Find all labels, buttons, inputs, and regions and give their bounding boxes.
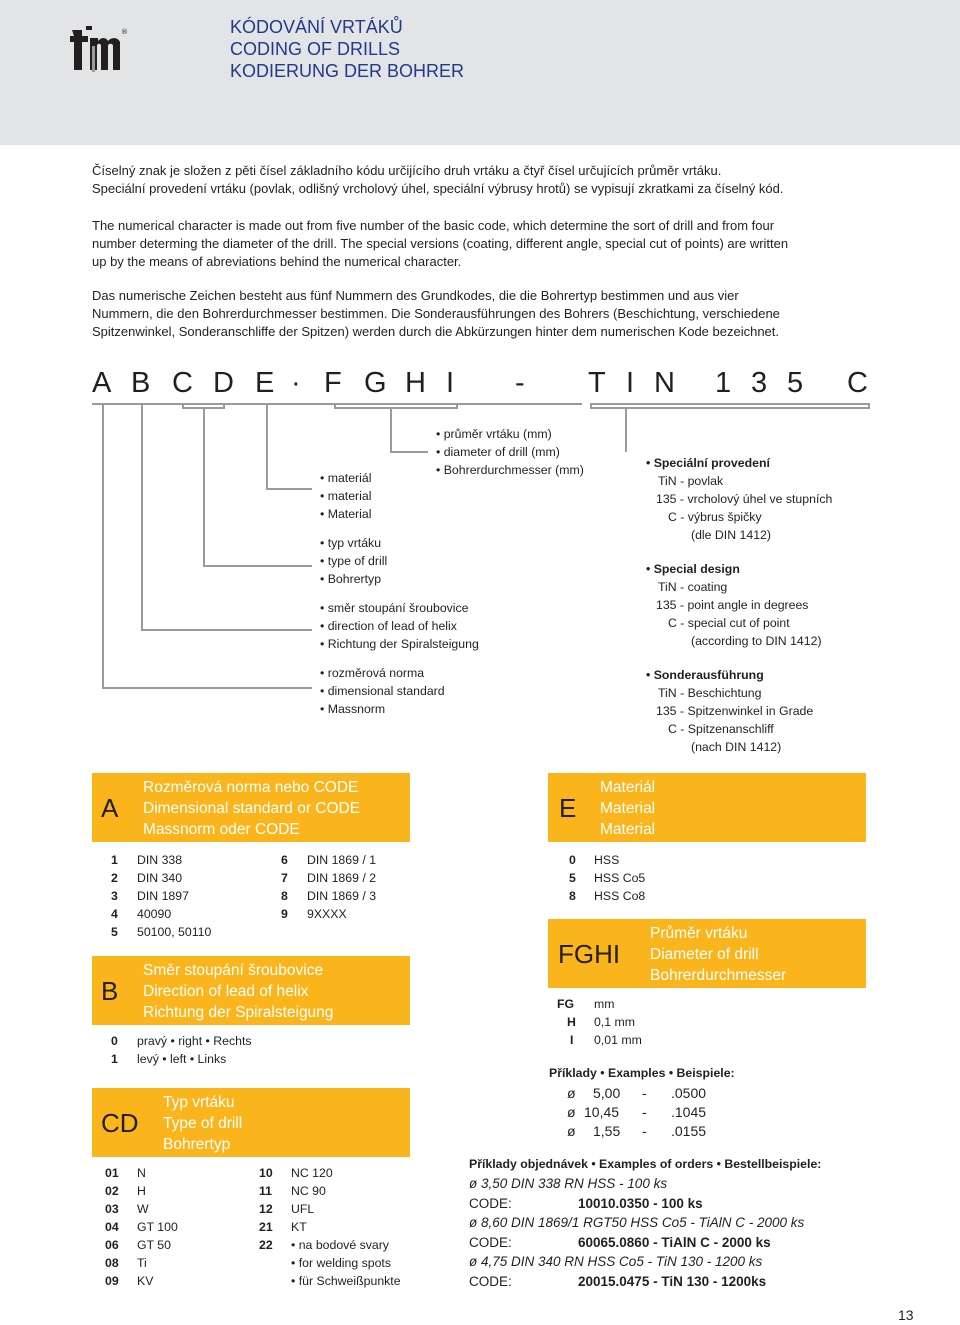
code-value: 0,1 mm [594,1015,635,1029]
special-line: (dle DIN 1412) [691,528,771,542]
table-row [105,1200,245,1218]
code-char: I [626,367,635,399]
connector-line [141,629,312,631]
connector-line [102,687,312,689]
table-row [259,1200,419,1218]
box-title-line: Dimensional standard or CODE [143,800,361,817]
diagram-line: • Material [320,507,372,521]
example-row [567,1103,767,1122]
code-char: · [291,367,301,399]
code-key: 3 [111,889,118,903]
code-value: DIN 1897 [137,889,189,903]
box-title-line: Směr stoupání šroubovice [143,962,324,979]
code-value: 50100, 50110 [137,925,212,939]
code-value: DIN 1869 / 2 [307,871,377,885]
connector-line [390,451,428,453]
code-key: 6 [281,853,288,867]
type-block [320,534,387,588]
code-char: N [654,367,675,399]
special-en-block [646,560,822,650]
code-value: KV [137,1274,154,1288]
code-key: 1 [111,853,118,867]
code-value: NC 90 [291,1184,326,1198]
diagram-line: • material [320,489,372,503]
special-line: TiN - Beschichtung [658,686,762,700]
diagram-line: • materiál [320,471,372,485]
connector-line [141,405,143,630]
box-e [548,773,866,842]
order-code-label: CODE: [469,1273,512,1289]
intro-de-line: Nummern, die den Bohrerdurchmesser bestimmen. Die Sonderausführungen des Bohrers (Beschichtung, verschiedene [92,306,780,321]
header-titles [230,16,464,82]
code-key: 12 [259,1202,273,1216]
intro-en-line: number determing the diameter of the drill. The special versions (coating, different angle, special cut of points) are written [92,236,789,251]
special-title: • Special design [646,562,740,576]
box-letter: CD [101,1108,139,1138]
table-a-left [111,851,271,941]
code-value: DIN 1869 / 1 [307,853,377,867]
box-title-line: Massnorm oder CODE [143,821,300,838]
example-dash: - [642,1104,647,1120]
diagram-line: • rozměrová norma [320,666,425,680]
box-title-line: Type of drill [163,1115,243,1132]
code-key: 1 [111,1052,118,1066]
code-value: 40090 [137,907,172,921]
intro-de-line: Das numerische Zeichen besteht aus fünf Nummern des Grundkodes, die die Bohrertyp bestimmen und aus vier [92,288,739,303]
code-value: 0,01 mm [594,1033,642,1047]
table-row [111,1050,331,1068]
table-row [259,1182,419,1200]
table-row [557,1031,697,1049]
box-fghi [548,919,866,988]
box-title-line: Material [600,800,656,817]
table-row [259,1272,419,1290]
table-row [105,1164,245,1182]
code-char: A [92,367,112,399]
special-line: (nach DIN 1412) [691,740,782,754]
code-key: 8 [569,889,576,903]
title-cz: KÓDOVÁNÍ VRTÁKŮ [230,17,403,37]
code-value: levý • left • Links [137,1052,227,1066]
examples-list [567,1084,767,1141]
fm-logo-icon [68,22,130,74]
diagram-line: • type of drill [320,554,388,568]
table-row [105,1218,245,1236]
example-row [567,1122,767,1141]
order-code: 20015.0475 - TiN 130 - 1200ks [578,1273,767,1289]
code-key: FG [557,997,575,1011]
code-value: • for welding spots [291,1256,391,1270]
code-char: - [515,367,525,399]
helix-block [320,599,479,653]
diagram-line: • Massnorm [320,702,386,716]
table-row [259,1218,419,1236]
svg-text:®: ® [121,28,128,36]
code-char: C [172,367,193,399]
special-line: C - výbrus špičky [668,510,762,524]
connector-line [334,407,458,409]
table-row [105,1236,245,1254]
code-char: E [255,367,275,399]
diagram-line: • Richtung der Spiralsteigung [320,637,479,651]
order-code: 60065.0860 - TiAlN C - 2000 ks [578,1234,771,1250]
box-title-line: Richtung der Spiralsteigung [143,1004,334,1021]
code-char: D [213,367,234,399]
order-code: 10010.0350 - 100 ks [578,1195,703,1211]
code-char: 3 [751,367,768,399]
example-code: .1045 [671,1104,707,1120]
table-row [557,995,697,1013]
box-title-line: Bohrertyp [163,1136,231,1153]
table-row [111,869,271,887]
example-code: .0155 [671,1123,707,1139]
special-cz-block [646,454,832,544]
code-value: pravý • right • Rechts [137,1034,252,1048]
special-title: • Speciální provedení [646,456,770,470]
table-a-right [281,851,421,923]
table-row [105,1272,245,1290]
intro-de-line: Spitzenwinkel, Sonderanschliffe der Spitzen) werden durch die Abkürzungen hinter dem numerischen Kode bezeichnet. [92,324,780,339]
diameter-block [436,425,584,479]
diagram-line: • směr stoupání šroubovice [320,601,469,615]
code-value: DIN 340 [137,871,183,885]
table-row [259,1236,419,1254]
table-row [111,851,271,869]
order-code-row [469,1194,889,1214]
order-code-label: CODE: [469,1234,512,1250]
example-diameter: 5,00 [593,1085,621,1101]
code-key: I [570,1033,574,1047]
table-row [111,1032,331,1050]
table-e [569,851,709,905]
order-code-label: CODE: [469,1195,512,1211]
table-fghi [557,995,697,1049]
table-row [569,869,709,887]
example-dash: - [642,1085,647,1101]
diameter-symbol: ø [567,1104,576,1120]
special-line: TiN - povlak [658,474,724,488]
code-char: B [131,367,151,399]
example-diameter: 1,55 [593,1123,621,1139]
table-row [281,887,421,905]
table-row [569,851,709,869]
table-cd-right [259,1164,419,1290]
code-key: 7 [281,871,288,885]
code-key: 09 [105,1274,119,1288]
intro-cz-line: Speciální provedení vrtáku (povlak, odlišný vrcholový úhel, speciální výbrusy hrotů) se vypisují zkratkami za číselný kód. [92,181,784,196]
diagram-line: • dimensional standard [320,684,445,698]
intro-en-line: up by the means of abreviations behind the numerical character. [92,254,462,269]
code-key: H [567,1015,576,1029]
code-value: NC 120 [291,1166,333,1180]
table-row [111,887,271,905]
code-key: 2 [111,871,118,885]
diameter-symbol: ø [567,1123,576,1139]
code-key: 06 [105,1238,119,1252]
code-key: 5 [569,871,576,885]
box-title-line: Typ vrtáku [163,1094,235,1111]
connector-line [590,407,870,409]
orders-title: Příklady objednávek • Examples of orders • Bestellbeispiele: [469,1157,822,1171]
code-value: • für Schweißpunkte [291,1274,401,1288]
code-value: UFL [291,1202,315,1216]
special-title: • Sonderausführung [646,668,764,682]
code-char: H [405,367,426,399]
connector-line [203,565,312,567]
code-char: F [324,367,342,399]
code-key: 8 [281,889,288,903]
code-value: HSS Co5 [594,871,646,885]
code-key: 22 [259,1238,273,1252]
box-title-line: Materiál [600,779,656,796]
table-cd-left [105,1164,245,1290]
special-line: TiN - coating [658,580,728,594]
code-value: mm [594,997,615,1011]
order-code-row [469,1233,889,1253]
code-underline [92,403,582,405]
table-row [569,887,709,905]
example-dash: - [642,1123,647,1139]
box-title-line: Material [600,821,656,838]
code-char: 1 [715,367,732,399]
code-value: N [137,1166,146,1180]
special-line: (according to DIN 1412) [691,634,822,648]
code-value: H [137,1184,146,1198]
code-char: G [364,367,387,399]
box-letter: B [101,976,119,1006]
table-row [281,905,421,923]
examples-title: Příklady • Examples • Beispiele: [549,1066,735,1080]
title-en: CODING OF DRILLS [230,39,401,59]
box-title-line: Direction of lead of helix [143,983,309,1000]
orders-list [469,1174,889,1291]
box-title-line: Bohrerdurchmesser [650,967,787,984]
code-key: 11 [259,1184,272,1198]
code-key: 04 [105,1220,119,1234]
table-row [111,923,271,941]
special-line: 135 - Spitzenwinkel in Grade [656,704,814,718]
table-row [557,1013,697,1031]
code-value: GT 100 [137,1220,178,1234]
intro-de [92,287,882,341]
page-number: 13 [898,1307,914,1323]
standard-block [320,664,445,718]
intro-en-line: The numerical character is made out from five number of the basic code, which determine the sort of drill and from four [92,218,775,233]
code-key: 01 [105,1166,119,1180]
code-key: 5 [111,925,118,939]
box-letter: FGHI [558,939,621,969]
code-value: • na bodové svary [291,1238,389,1252]
box-letter: E [559,793,577,823]
order-desc: ø 4,75 DIN 340 RN HSS Co5 - TiN 130 - 1200 ks [469,1254,763,1269]
special-line: C - Spitzenanschliff [668,722,774,736]
code-key: 0 [111,1034,118,1048]
diagram-line: • průměr vrtáku (mm) [436,427,552,441]
intro-en [92,217,882,271]
code-key: 0 [569,853,576,867]
code-key: 03 [105,1202,119,1216]
table-row [281,851,421,869]
code-key: 08 [105,1256,119,1270]
box-title-line: Průměr vrtáku [650,925,748,942]
table-b [111,1032,331,1068]
intro-cz [92,162,882,198]
code-char: C [847,367,868,399]
box-cd [92,1088,410,1157]
box-a [92,773,410,842]
example-row [567,1084,767,1103]
code-value: W [137,1202,149,1216]
order-desc: ø 3,50 DIN 338 RN HSS - 100 ks [469,1176,668,1191]
connector-line [266,405,268,489]
intro-cz-line: Číselný znak je složen z pěti čísel základního kódu určijícího druh vrtáku a čtyř čísel určujících průměr vrtáku. [92,163,722,178]
title-de: KODIERUNG DER BOHRER [230,61,465,81]
connector-line [625,407,627,452]
diagram-line: • Bohrertyp [320,572,382,586]
box-letter: A [101,793,119,823]
table-row [281,869,421,887]
special-de-block [646,666,813,756]
connector-line [102,405,104,688]
code-key: 02 [105,1184,119,1198]
table-row [259,1254,419,1272]
connector-line [266,488,312,490]
material-block [320,469,371,523]
code-key: 9 [281,907,288,921]
connector-line [390,407,392,452]
table-row [105,1182,245,1200]
diagram-line: • direction of lead of helix [320,619,457,633]
code-value: Ti [137,1256,147,1270]
order-code-row [469,1272,889,1292]
code-value: KT [291,1220,307,1234]
box-title-line: Diameter of drill [650,946,759,963]
diagram-line: • Bohrerdurchmesser (mm) [436,463,584,477]
box-title-line: Rozměrová norma nebo CODE [143,779,359,796]
special-line: 135 - point angle in degrees [656,598,809,612]
code-key: 4 [111,907,118,921]
special-line: C - special cut of point [668,616,790,630]
header-band [0,0,960,145]
code-value: HSS Co8 [594,889,646,903]
diagram-line: • typ vrtáku [320,536,382,550]
code-value: DIN 338 [137,853,183,867]
example-code: .0500 [671,1085,707,1101]
special-line: 135 - vrcholový úhel ve stupních [656,492,833,506]
code-key: 10 [259,1166,273,1180]
table-row [259,1164,419,1182]
code-value: DIN 1869 / 3 [307,889,377,903]
code-value: GT 50 [137,1238,171,1252]
code-key: 21 [259,1220,273,1234]
code-underline [590,403,870,405]
code-char: 5 [787,367,804,399]
diagram-line: • diameter of drill (mm) [436,445,560,459]
code-value: HSS [594,853,620,867]
table-row [105,1254,245,1272]
table-row [111,905,271,923]
code-char: I [446,367,455,399]
box-b [92,956,410,1025]
code-value: 9XXXX [307,907,347,921]
code-char: T [588,367,606,399]
diameter-symbol: ø [567,1085,576,1101]
example-diameter: 10,45 [584,1104,620,1120]
connector-line [203,407,205,566]
order-desc: ø 8,60 DIN 1869/1 RGT50 HSS Co5 - TiAlN C - 2000 ks [469,1215,805,1230]
